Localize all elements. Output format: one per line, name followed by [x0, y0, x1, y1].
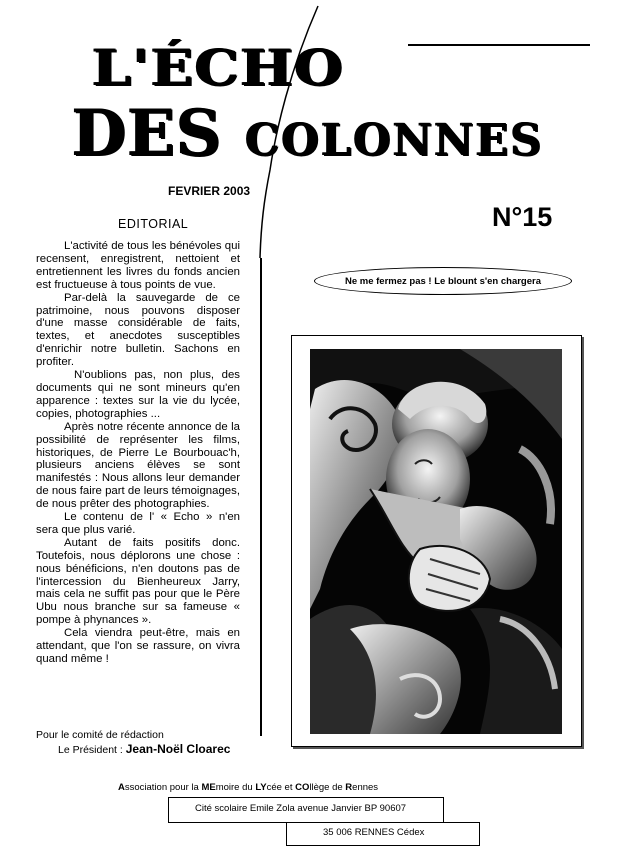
issue-date: FEVRIER 2003	[168, 184, 251, 198]
signature-role: Le Président :	[58, 744, 123, 756]
editorial-paragraph: N'oublions pas, non plus, des documents qui ne sont mineurs qu'en apparence : textes sur la vie du lycée, copies, photographies ...	[36, 369, 240, 420]
section-heading: EDITORIAL	[118, 217, 189, 231]
association-name: Association pour la MEmoire du LYcée et COllège de Rennes	[118, 782, 379, 793]
issue-number: N°15	[492, 202, 553, 232]
masthead-title-colonnes: COLONNES	[245, 115, 544, 166]
masthead-title-des: DES	[72, 96, 223, 171]
editorial-body	[36, 240, 240, 666]
address-street: Cité scolaire Emile Zola avenue Janvier BP 90607	[195, 803, 407, 814]
address-box-street	[168, 797, 444, 823]
editorial-paragraph: Après notre récente annonce de la possibilité de représenter les films, historiques, de Pierre Le Bourbouac'h, plusieurs anciens élèves se sont manifestés : Nous allons leur demander de nous faire part de leurs témoignages, de nous prêter des photographies.	[36, 420, 240, 511]
editorial-paragraph: Autant de faits positifs donc. Toutefois, nous déplorons une chose : nous bénéficions, n'en doutons pas de l'intercession du Bienheureux Jarry, mais cela ne suffit pas pour que le Père Ubu nous branche sur sa fameuse « pompe à phynances ».	[36, 536, 240, 627]
column-divider	[260, 258, 262, 736]
photo-frame	[291, 335, 582, 747]
masthead-title-line1: L'ÉCHO	[92, 38, 345, 97]
editorial-paragraph: Le contenu de l' « Echo » n'en sera que plus varié.	[36, 511, 240, 536]
editorial-paragraph: Par-delà la sauvegarde de ce patrimoine, nous pouvons disposer d'une masse considérable de faits, textes, et anecdotes susceptibles d'enrichir notre bulletin. Sachons en profiter.	[36, 291, 240, 369]
editorial-paragraph: Cela viendra peut-être, mais en attendant, que l'on se rassure, on vivra quand même !	[36, 627, 240, 665]
editorial-paragraph: L'activité de tous les bénévoles qui recensent, enregistrent, nettoient et entretiennent les livres du fonds ancien est fructueuse à tous points de vue.	[36, 240, 240, 291]
signature-name: Jean-Noël Cloarec	[125, 742, 231, 756]
address-box-city	[286, 822, 480, 846]
slogan-banner	[314, 267, 572, 295]
address-city: 35 006 RENNES Cédex	[323, 827, 425, 838]
slogan-text: Ne me fermez pas ! Le blount s'en chargera	[344, 275, 541, 287]
cherub-sculpture-photo	[310, 349, 562, 734]
signature-line: Pour le comité de rédaction	[36, 729, 164, 741]
signature-block	[36, 728, 230, 757]
